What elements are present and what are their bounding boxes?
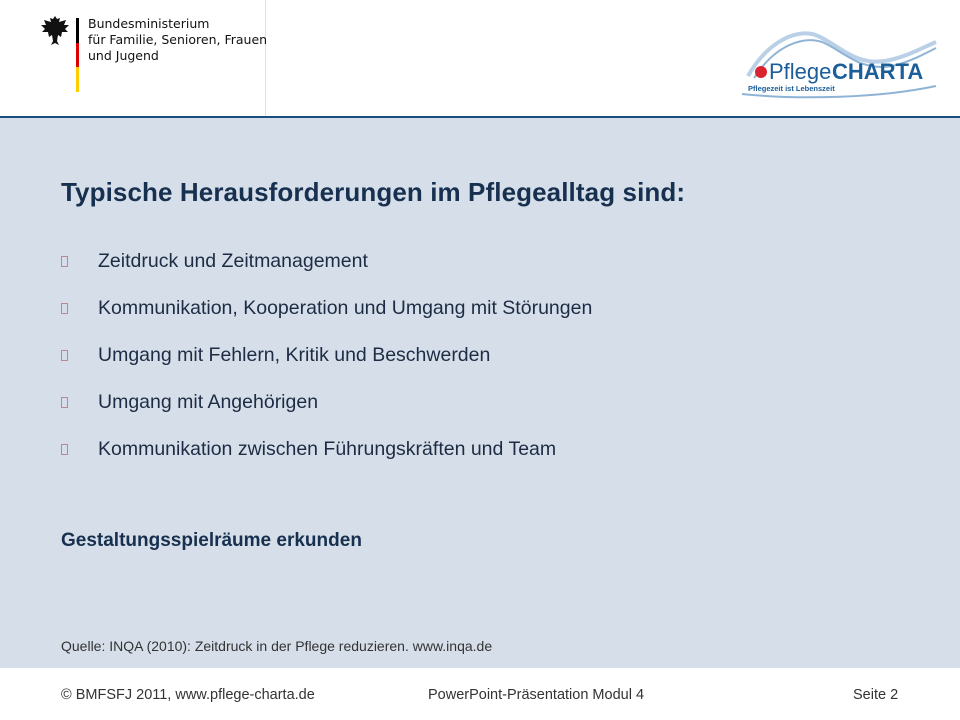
footer-copyright: © BMFSFJ 2011, www.pflege-charta.de — [61, 687, 315, 703]
federal-eagle-icon — [40, 14, 70, 48]
footer — [0, 668, 960, 720]
list-item-text: Umgang mit Angehörigen — [98, 391, 319, 413]
list-item — [61, 238, 592, 285]
footer-page-number: Seite 2 — [853, 687, 899, 703]
list-item-text: Zeitdruck und Zeitmanagement — [98, 250, 368, 272]
german-flag-bar — [76, 18, 79, 92]
bullet-box-icon — [61, 397, 68, 408]
logo-pflege-text: Pflege — [769, 59, 832, 84]
challenge-list — [61, 238, 592, 473]
header — [0, 0, 960, 118]
subheading: Gestaltungsspielräume erkunden — [61, 530, 362, 551]
list-item-text: Kommunikation, Kooperation und Umgang mit Störungen — [98, 297, 593, 319]
list-item — [61, 332, 592, 379]
ministry-line-1: Bundesministerium — [88, 16, 210, 31]
list-item — [61, 285, 592, 332]
logo-charta-text: CHARTA — [832, 59, 924, 84]
ministry-name — [88, 16, 267, 64]
list-item-text: Kommunikation zwischen Führungskräften und Team — [98, 438, 557, 460]
list-item — [61, 379, 592, 426]
slide-title: Typische Herausforderungen im Pflegealltag sind: — [61, 177, 686, 207]
bmfsfj-logo — [22, 0, 266, 116]
bullet-box-icon — [61, 444, 68, 455]
pflege-charta-logo — [740, 28, 940, 103]
source-citation: Quelle: INQA (2010): Zeitdruck in der Pflege reduzieren. www.inqa.de — [61, 638, 493, 654]
bullet-box-icon — [61, 256, 68, 267]
list-item-text: Umgang mit Fehlern, Kritik und Beschwerden — [98, 344, 491, 366]
bullet-box-icon — [61, 350, 68, 361]
footer-presentation-title: PowerPoint-Präsentation Modul 4 — [428, 687, 645, 703]
ministry-line-2: für Familie, Senioren, Frauen — [88, 32, 268, 47]
list-item — [61, 426, 592, 473]
bullet-box-icon — [61, 303, 68, 314]
logo-tagline: Pflegezeit ist Lebenszeit — [748, 84, 835, 93]
ministry-line-3: und Jugend — [88, 48, 159, 63]
